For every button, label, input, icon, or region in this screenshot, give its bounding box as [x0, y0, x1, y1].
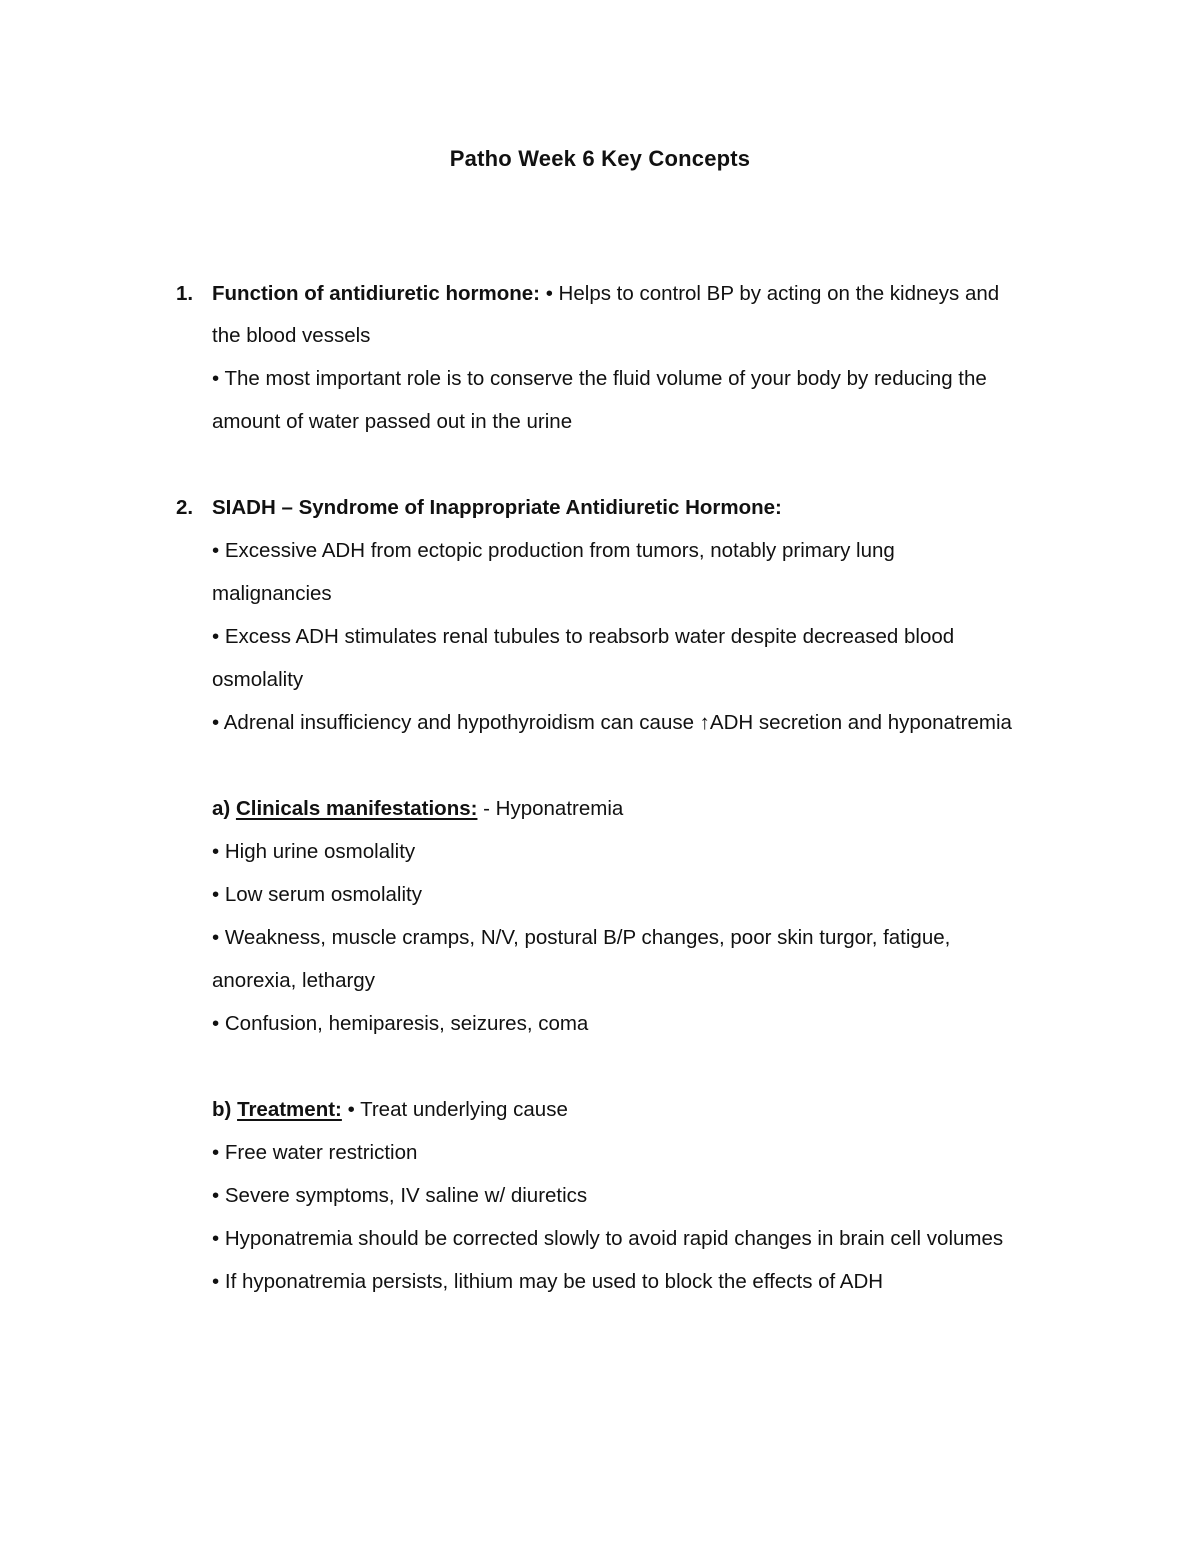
clinical-item: • Low serum osmolality: [212, 883, 422, 906]
section-2-line: malignancies: [212, 582, 332, 605]
section-2-heading: SIADH – Syndrome of Inappropriate Antidiuretic Hormone:: [212, 496, 782, 519]
section-2-line: • Adrenal insufficiency and hypothyroidism can cause ↑ADH secretion and hyponatremia: [212, 711, 1012, 734]
clinical-item: • High urine osmolality: [212, 840, 416, 863]
page-title: Patho Week 6 Key Concepts: [449, 146, 751, 171]
section-1-line: the blood vessels: [212, 324, 371, 347]
treatment-item: • Treat underlying cause: [347, 1098, 568, 1121]
section-1-line: • The most important role is to conserve the fluid volume of your body by reducing the: [212, 367, 987, 390]
section-1-heading: Function of antidiuretic hormone:: [212, 282, 540, 305]
section-2-line: • Excess ADH stimulates renal tubules to reabsorb water despite decreased blood: [212, 625, 955, 648]
clinical-item: anorexia, lethargy: [212, 969, 375, 992]
treatment-item: • If hyponatremia persists, lithium may be used to block the effects of ADH: [212, 1270, 884, 1293]
clinical-item: - Hyponatremia: [483, 797, 624, 820]
treatment-prefix: b): [212, 1098, 232, 1121]
clinical-first-line: [212, 794, 623, 824]
clinical-label: Clinicals manifestations:: [235, 797, 478, 820]
section-2-line: osmolality: [212, 668, 304, 691]
treatment-label: Treatment:: [237, 1098, 342, 1121]
section-1-first-line: [212, 279, 999, 309]
treatment-first-line: [212, 1095, 568, 1125]
clinical-item: • Confusion, hemiparesis, seizures, coma: [212, 1012, 589, 1035]
treatment-item: • Hyponatremia should be corrected slowly to avoid rapid changes in brain cell volumes: [212, 1227, 1004, 1250]
section-2-line: • Excessive ADH from ectopic production from tumors, notably primary lung: [212, 539, 895, 562]
clinical-item: • Weakness, muscle cramps, N/V, postural B/P changes, poor skin turgor, fatigue,: [212, 926, 951, 949]
clinical-prefix: a): [212, 797, 231, 820]
section-1-number: 1.: [176, 282, 194, 305]
treatment-item: • Free water restriction: [212, 1141, 418, 1164]
section-2-number: 2.: [176, 496, 194, 519]
section-1-line: • Helps to control BP by acting on the kidneys and: [545, 282, 1000, 305]
treatment-item: • Severe symptoms, IV saline w/ diuretics: [212, 1184, 588, 1207]
section-1-line: amount of water passed out in the urine: [212, 410, 573, 433]
